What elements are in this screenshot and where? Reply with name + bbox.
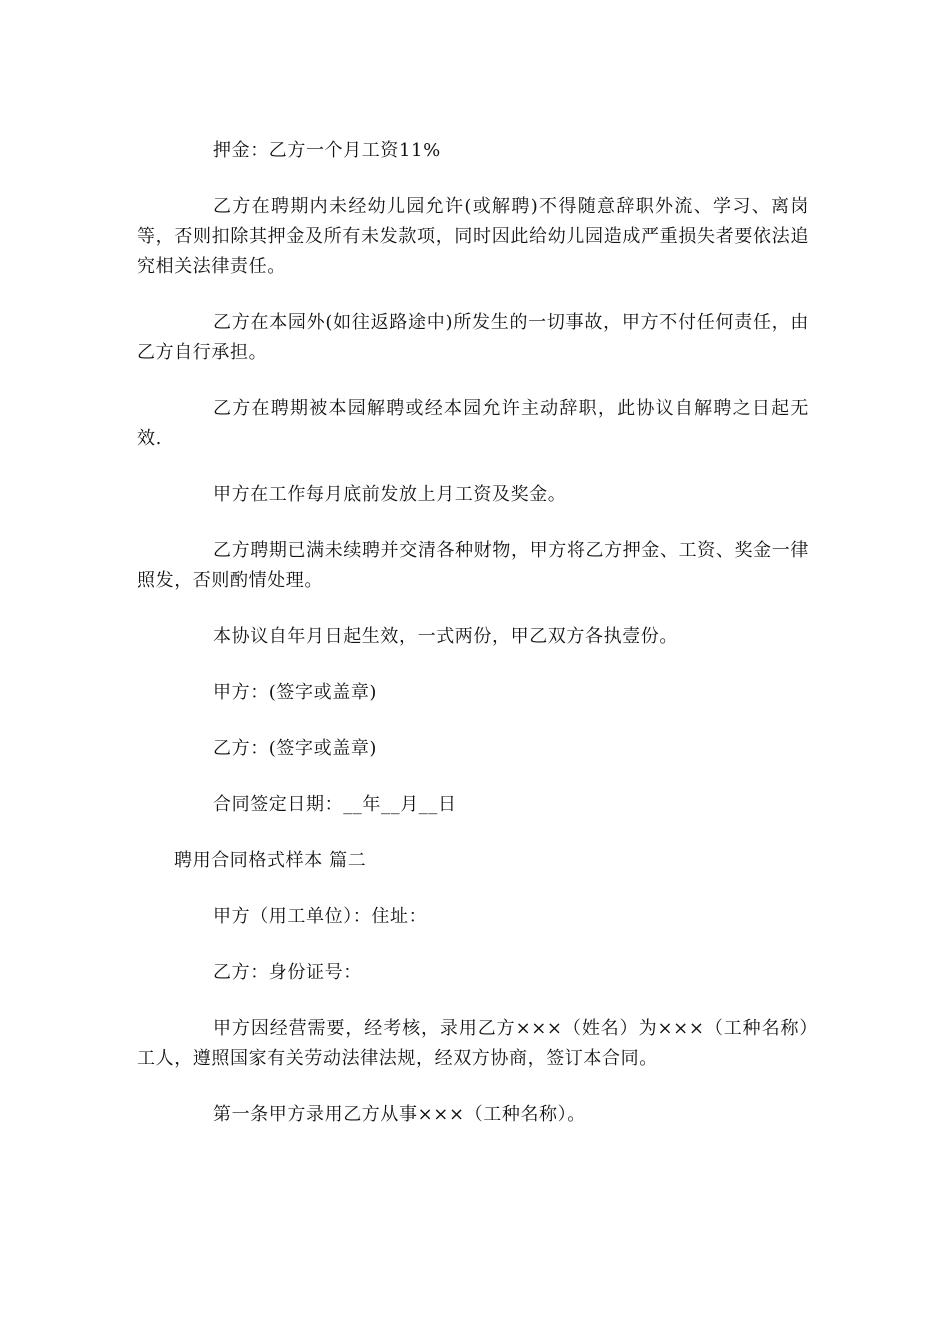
accident-clause: 乙方在本园外(如往返路途中)所发生的一切事故，甲方不付任何责任，由乙方自行承担。 — [137, 312, 809, 363]
resignation-clause: 乙方在聘期内未经幼儿园允许(或解聘)不得随意辞职外流、学习、离岗等，否则扣除其押金及所有未发款项，同时因此给幼儿园造成严重损失者要依法追究相关法律责任。 — [137, 196, 809, 277]
party-b-signature: 乙方：(签字或盖章) — [213, 738, 378, 759]
effective-date-clause: 本协议自年月日起生效，一式两份，甲乙双方各执壹份。 — [213, 626, 678, 647]
deposit-paragraph: 押金：乙方一个月工资11% — [213, 140, 441, 161]
hiring-statement: 甲方因经营需要，经考核，录用乙方×××（姓名）为×××（工种名称）工人，遵照国家有关劳动法律法规，经双方协商，签订本合同。 — [137, 1018, 809, 1069]
party-a-signature: 甲方：(签字或盖章) — [213, 682, 378, 703]
salary-payment-clause: 甲方在工作每月底前发放上月工资及奖金。 — [213, 484, 567, 505]
signing-date: 合同签定日期：__年__月__日 — [213, 794, 457, 815]
party-a-info: 甲方（用工单位）：住址： — [213, 906, 428, 927]
contract-expiry-clause: 乙方聘期已满未续聘并交清各种财物，甲方将乙方押金、工资、奖金一律照发，否则酌情处理。 — [137, 540, 809, 591]
section-title: 聘用合同格式样本 篇二 — [174, 850, 367, 871]
document-body — [137, 136, 809, 1156]
party-b-info: 乙方：身份证号： — [213, 962, 362, 983]
termination-clause: 乙方在聘期被本园解聘或经本园允许主动辞职，此协议自解聘之日起无效. — [137, 398, 809, 449]
article-one: 第一条甲方录用乙方从事×××（工种名称）。 — [213, 1104, 586, 1125]
